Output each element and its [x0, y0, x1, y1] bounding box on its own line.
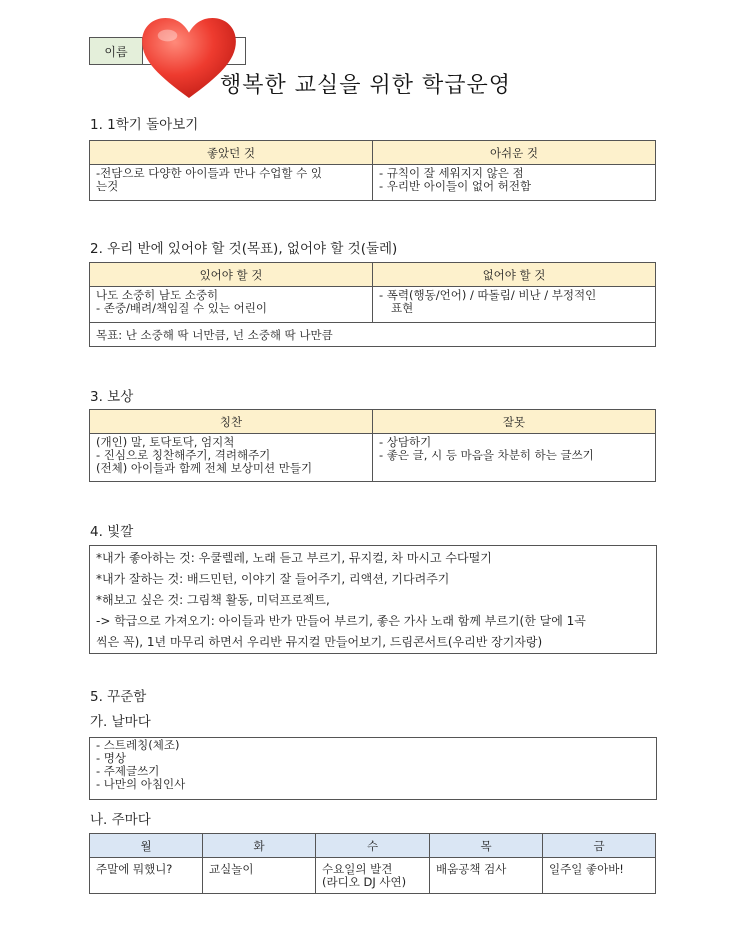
colors-line: *내가 좋아하는 것: 우쿨렐레, 노래 듣고 부르기, 뮤지컬, 차 마시고 수다떨기	[96, 551, 492, 565]
weekly-activity-cell: 일주일 좋아바!	[543, 858, 656, 894]
reward-table	[89, 409, 656, 482]
reward-header-wrong: 잘못	[373, 410, 656, 434]
review-header-regret: 아쉬운 것	[373, 141, 656, 165]
weekly-header-day: 수	[316, 834, 430, 858]
reward-header-praise: 칭찬	[90, 410, 373, 434]
reward-praise-cell: (개인) 말, 토닥토닥, 엄지척 - 진심으로 칭찬해주기, 격려해주기 (전체) 아이들과 함께 전체 보상미션 만들기	[90, 434, 373, 482]
section2-heading: 2. 우리 반에 있어야 할 것(목표), 없어야 할 것(둘레)	[90, 241, 398, 257]
weekly-activity-cell: 수요일의 발견 (라디오 DJ 사연)	[316, 858, 430, 894]
goals-motto: 목표: 난 소중해 딱 너만큼, 넌 소중해 딱 나만큼	[90, 323, 656, 347]
goals-header-should-not: 없어야 할 것	[373, 263, 656, 287]
review-good-cell: -전담으로 다양한 아이들과 만나 수업할 수 있 는것	[90, 165, 373, 201]
review-header-good: 좋았던 것	[90, 141, 373, 165]
review-table	[89, 140, 656, 201]
goals-table	[89, 262, 656, 347]
daily-item: - 스트레칭(체조)	[96, 738, 180, 752]
section5-heading: 5. 꾸준함	[90, 689, 147, 705]
page-title: 행복한 교실을 위한 학급운영	[220, 73, 512, 98]
weekly-header-day: 화	[203, 834, 316, 858]
daily-box	[89, 737, 657, 800]
reward-wrong-cell: - 상담하기 - 좋은 글, 시 등 마음을 차분히 하는 글쓰기	[373, 434, 656, 482]
review-regret-cell: - 규칙이 잘 세워지지 않은 점 - 우리반 아이들이 없어 허전함	[373, 165, 656, 201]
weekly-activity-cell: 배움공책 검사	[430, 858, 543, 894]
weekly-header-day: 월	[90, 834, 203, 858]
daily-item: - 명상	[96, 751, 127, 765]
colors-line: *내가 잘하는 것: 배드민턴, 이야기 잘 들어주기, 리액션, 기다려주기	[96, 572, 450, 586]
daily-item: - 주제글쓰기	[96, 764, 160, 778]
section4-heading: 4. 빛깔	[90, 524, 134, 540]
name-label: 이름	[90, 38, 143, 64]
weekly-table	[89, 833, 656, 894]
daily-heading: 가. 날마다	[90, 714, 151, 730]
colors-line: 씩은 꼭), 1년 마무리 하면서 우리반 뮤지컬 만들어보기, 드림콘서트(우리반 장기자랑)	[96, 635, 543, 649]
goals-header-should-have: 있어야 할 것	[90, 263, 373, 287]
goals-should-have-cell: 나도 소중히 남도 소중히 - 존중/배려/책임질 수 있는 어린이	[90, 287, 373, 323]
section3-heading: 3. 보상	[90, 389, 134, 405]
colors-line: -> 학급으로 가져오기: 아이들과 반가 만들어 부르기, 좋은 가사 노래 함께 부르기(한 달에 1곡	[96, 614, 586, 628]
weekly-activity-cell: 교실놀이	[203, 858, 316, 894]
colors-box	[89, 545, 657, 654]
weekly-heading: 나. 주마다	[90, 812, 151, 828]
weekly-activity-cell: 주말에 뭐했니?	[90, 858, 203, 894]
weekly-header-day: 금	[543, 834, 656, 858]
daily-item: - 나만의 아침인사	[96, 777, 186, 791]
goals-should-not-cell: - 폭력(행동/언어) / 따돌림/ 비난 / 부정적인 표현	[373, 287, 656, 323]
colors-line: *해보고 싶은 것: 그림책 활동, 미덕프로젝트,	[96, 593, 330, 607]
weekly-header-day: 목	[430, 834, 543, 858]
section1-heading: 1. 1학기 돌아보기	[90, 117, 199, 133]
